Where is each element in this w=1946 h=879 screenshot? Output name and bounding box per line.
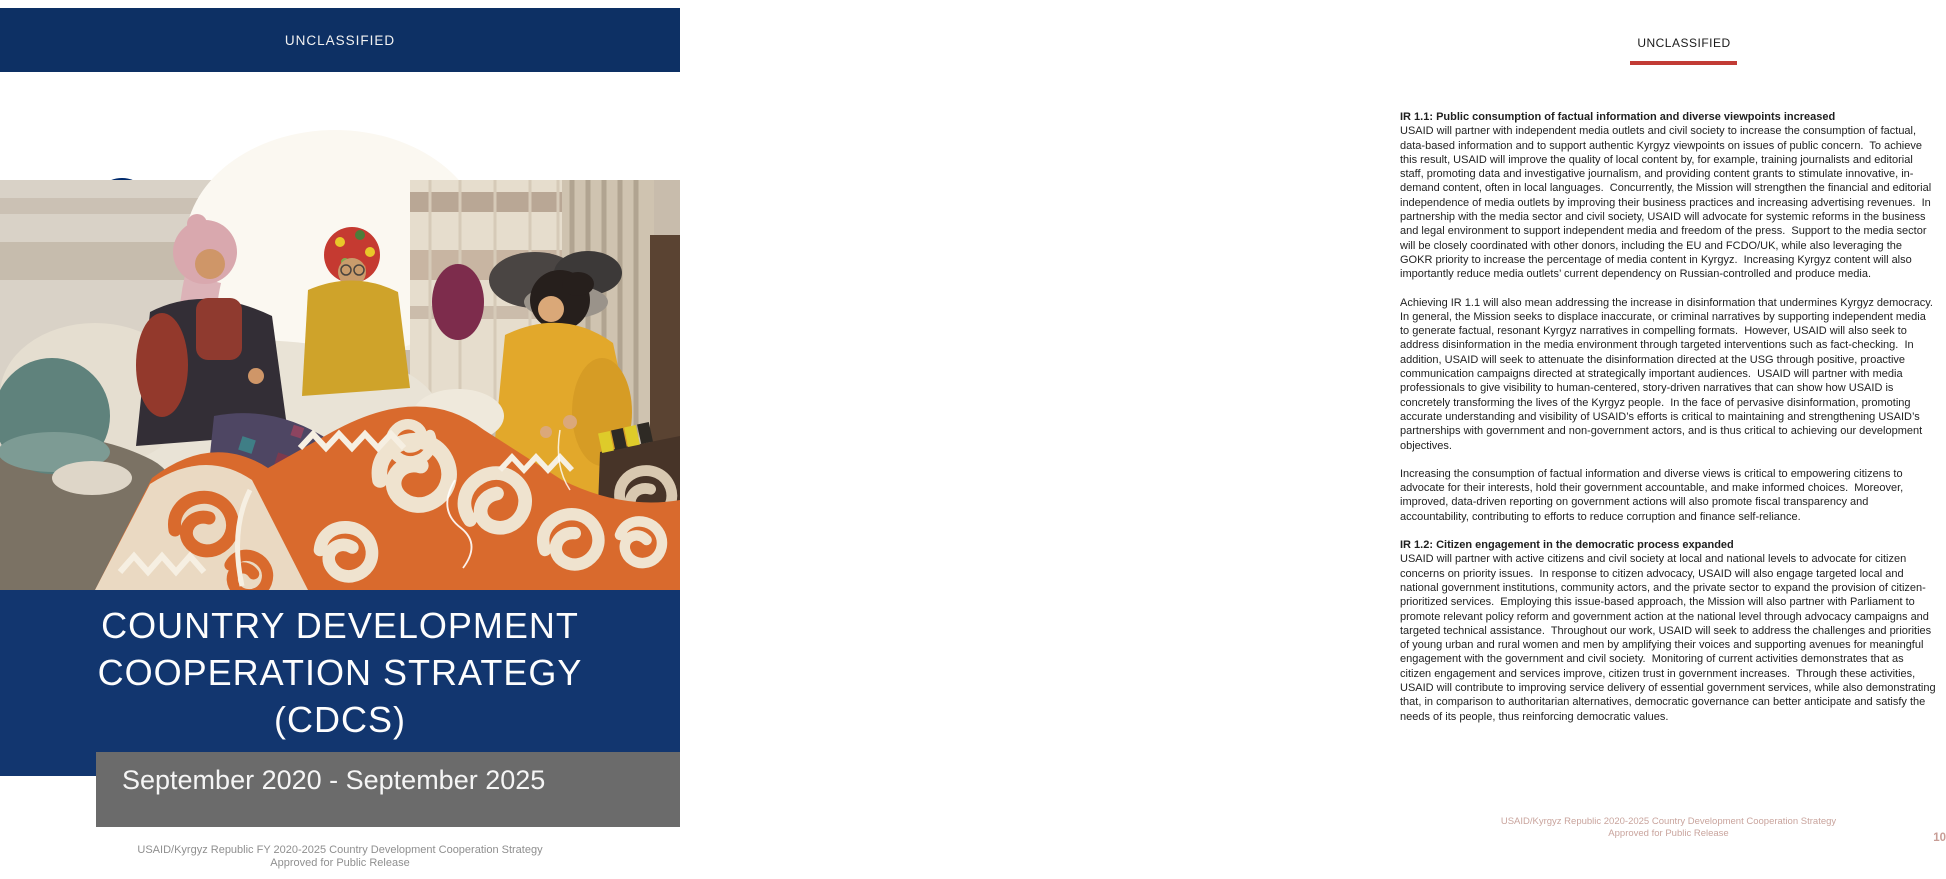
cover-page bbox=[0, 0, 680, 879]
cover-photo bbox=[0, 180, 680, 590]
cover-title-line-2: COOPERATION STRATEGY bbox=[97, 652, 583, 693]
page-footer bbox=[1400, 816, 1937, 840]
page-footer-line-1: USAID/Kyrgyz Republic 2020-2025 Country Development Cooperation Strategy bbox=[1500, 816, 1837, 827]
date-range-label: September 2020 - September 2025 bbox=[122, 765, 546, 795]
cover-footer bbox=[0, 844, 680, 870]
cover-title-box bbox=[0, 590, 680, 776]
classification-banner bbox=[0, 8, 680, 72]
cover-title-line-1: COUNTRY DEVELOPMENT bbox=[101, 605, 579, 646]
body-paragraph: Achieving IR 1.1 will also mean addressing the increase in disinformation that undermines Kyrgyz democracy. In general, the Mission seeks to displace inaccurate, or criminal narratives by supporting independent media to generate factual, resonant Kyrgyz narratives in compelling formats. However, USAID will also seek to address disinformation in the media environment through targeted interventions such as fact-checking. In addition, USAID will seek to attenuate the disinformation directed at the USG through positive, proactive communication campaigns directed at strategically important audiences. USAID will partner with media professionals to give visibility to human-centered, story-driven narratives that can show how USAID is concretely transforming the lives of the Kyrgyz people. In the face of pervasive disinformation, promoting accurate understanding and visibility of USAID’s efforts is critical to maintaining and strengthening USAID’s partnerships with government and non-government actors, and is thus critical to achieving our development objectives. bbox=[1400, 296, 1940, 452]
text-page bbox=[680, 0, 1946, 879]
page-footer-line-2: Approved for Public Release bbox=[1608, 828, 1729, 839]
body-text-column bbox=[1400, 110, 1940, 724]
cover-title-line-3: (CDCS) bbox=[274, 699, 406, 740]
classification-banner-label: UNCLASSIFIED bbox=[284, 32, 396, 48]
cover-footer-line-1: USAID/Kyrgyz Republic FY 2020-2025 Country Development Cooperation Strategy bbox=[137, 844, 543, 856]
cover-footer-line-2: Approved for Public Release bbox=[270, 857, 410, 869]
section-heading-ir-1-1: IR 1.1: Public consumption of factual information and diverse viewpoints increased bbox=[1400, 111, 1836, 123]
section-heading-ir-1-2: IR 1.2: Citizen engagement in the democratic process expanded bbox=[1400, 539, 1734, 552]
body-paragraph: USAID will partner with active citizens and civil society at local and national levels to advocate for citizen concerns on priority issues. In response to citizen advocacy, USAID will also engage targeted local and national government institutions, community actors, and the private sector to expand the provision of citizen-prioritized services. Employing this issue-based approach, the Mission will also partner with Parliament to promote relevant policy reform and government action at the national level through advocacy campaigns and targeted technical assistance. Throughout our work, USAID will seek to address the challenges and priorities of young urban and rural women and men by amplifying their voices and supporting avenues for meaningful engagement with the government and civil society. Monitoring of current activities demonstrates that as citizen engagement and services improve, citizen trust in government increases. Through these activities, USAID will contribute to improving service delivery of essential government services, while also demonstrating that, in comparison to authoritarian alternatives, democratic governance can better anticipate and satisfy the needs of its people, thus reinforcing democratic values. bbox=[1400, 553, 1939, 723]
body-paragraph: USAID will partner with independent media outlets and civil society to increase the consumption of factual, data-based information and to support authentic Kyrgyz viewpoints on issues of public concern. To achieve this result, USAID will improve the quality of local content by, for example, training journalists and editorial staff, promoting data and investigative journalism, and providing content grants to stimulate innovative, in-demand content, often in local languages. Concurrently, the Mission will strengthen the financial and editorial independence of media outlets by improving their business practices and increasing advertising revenues. In partnership with the media sector and civil society, USAID will advocate for systemic reforms in the business and legal environment to support independent media and freedom of the press. Support to the media sector will be closely coordinated with other donors, including the EU and FCDO/UK, while also leveraging the GOKR priority to increase the percentage of media content in Kyrgyz. Increasing Kyrgyz content will also importantly reduce media outlets’ current dependency on Russian-controlled and produce media. bbox=[1400, 125, 1935, 281]
classification-underline bbox=[1630, 61, 1737, 65]
page-number: 10 bbox=[1933, 832, 1946, 844]
date-range-box bbox=[96, 752, 680, 827]
body-paragraph: Increasing the consumption of factual information and diverse views is critical to empowering citizens to advocate for their interests, hold their government accountable, and make informed choices. Moreover, improved, data-driven reporting on government actions will also promote fiscal transparency and accountability, contributing to efforts to reduce corruption and finance self-reliance. bbox=[1400, 467, 1907, 523]
classification-header: UNCLASSIFIED bbox=[1637, 36, 1731, 50]
